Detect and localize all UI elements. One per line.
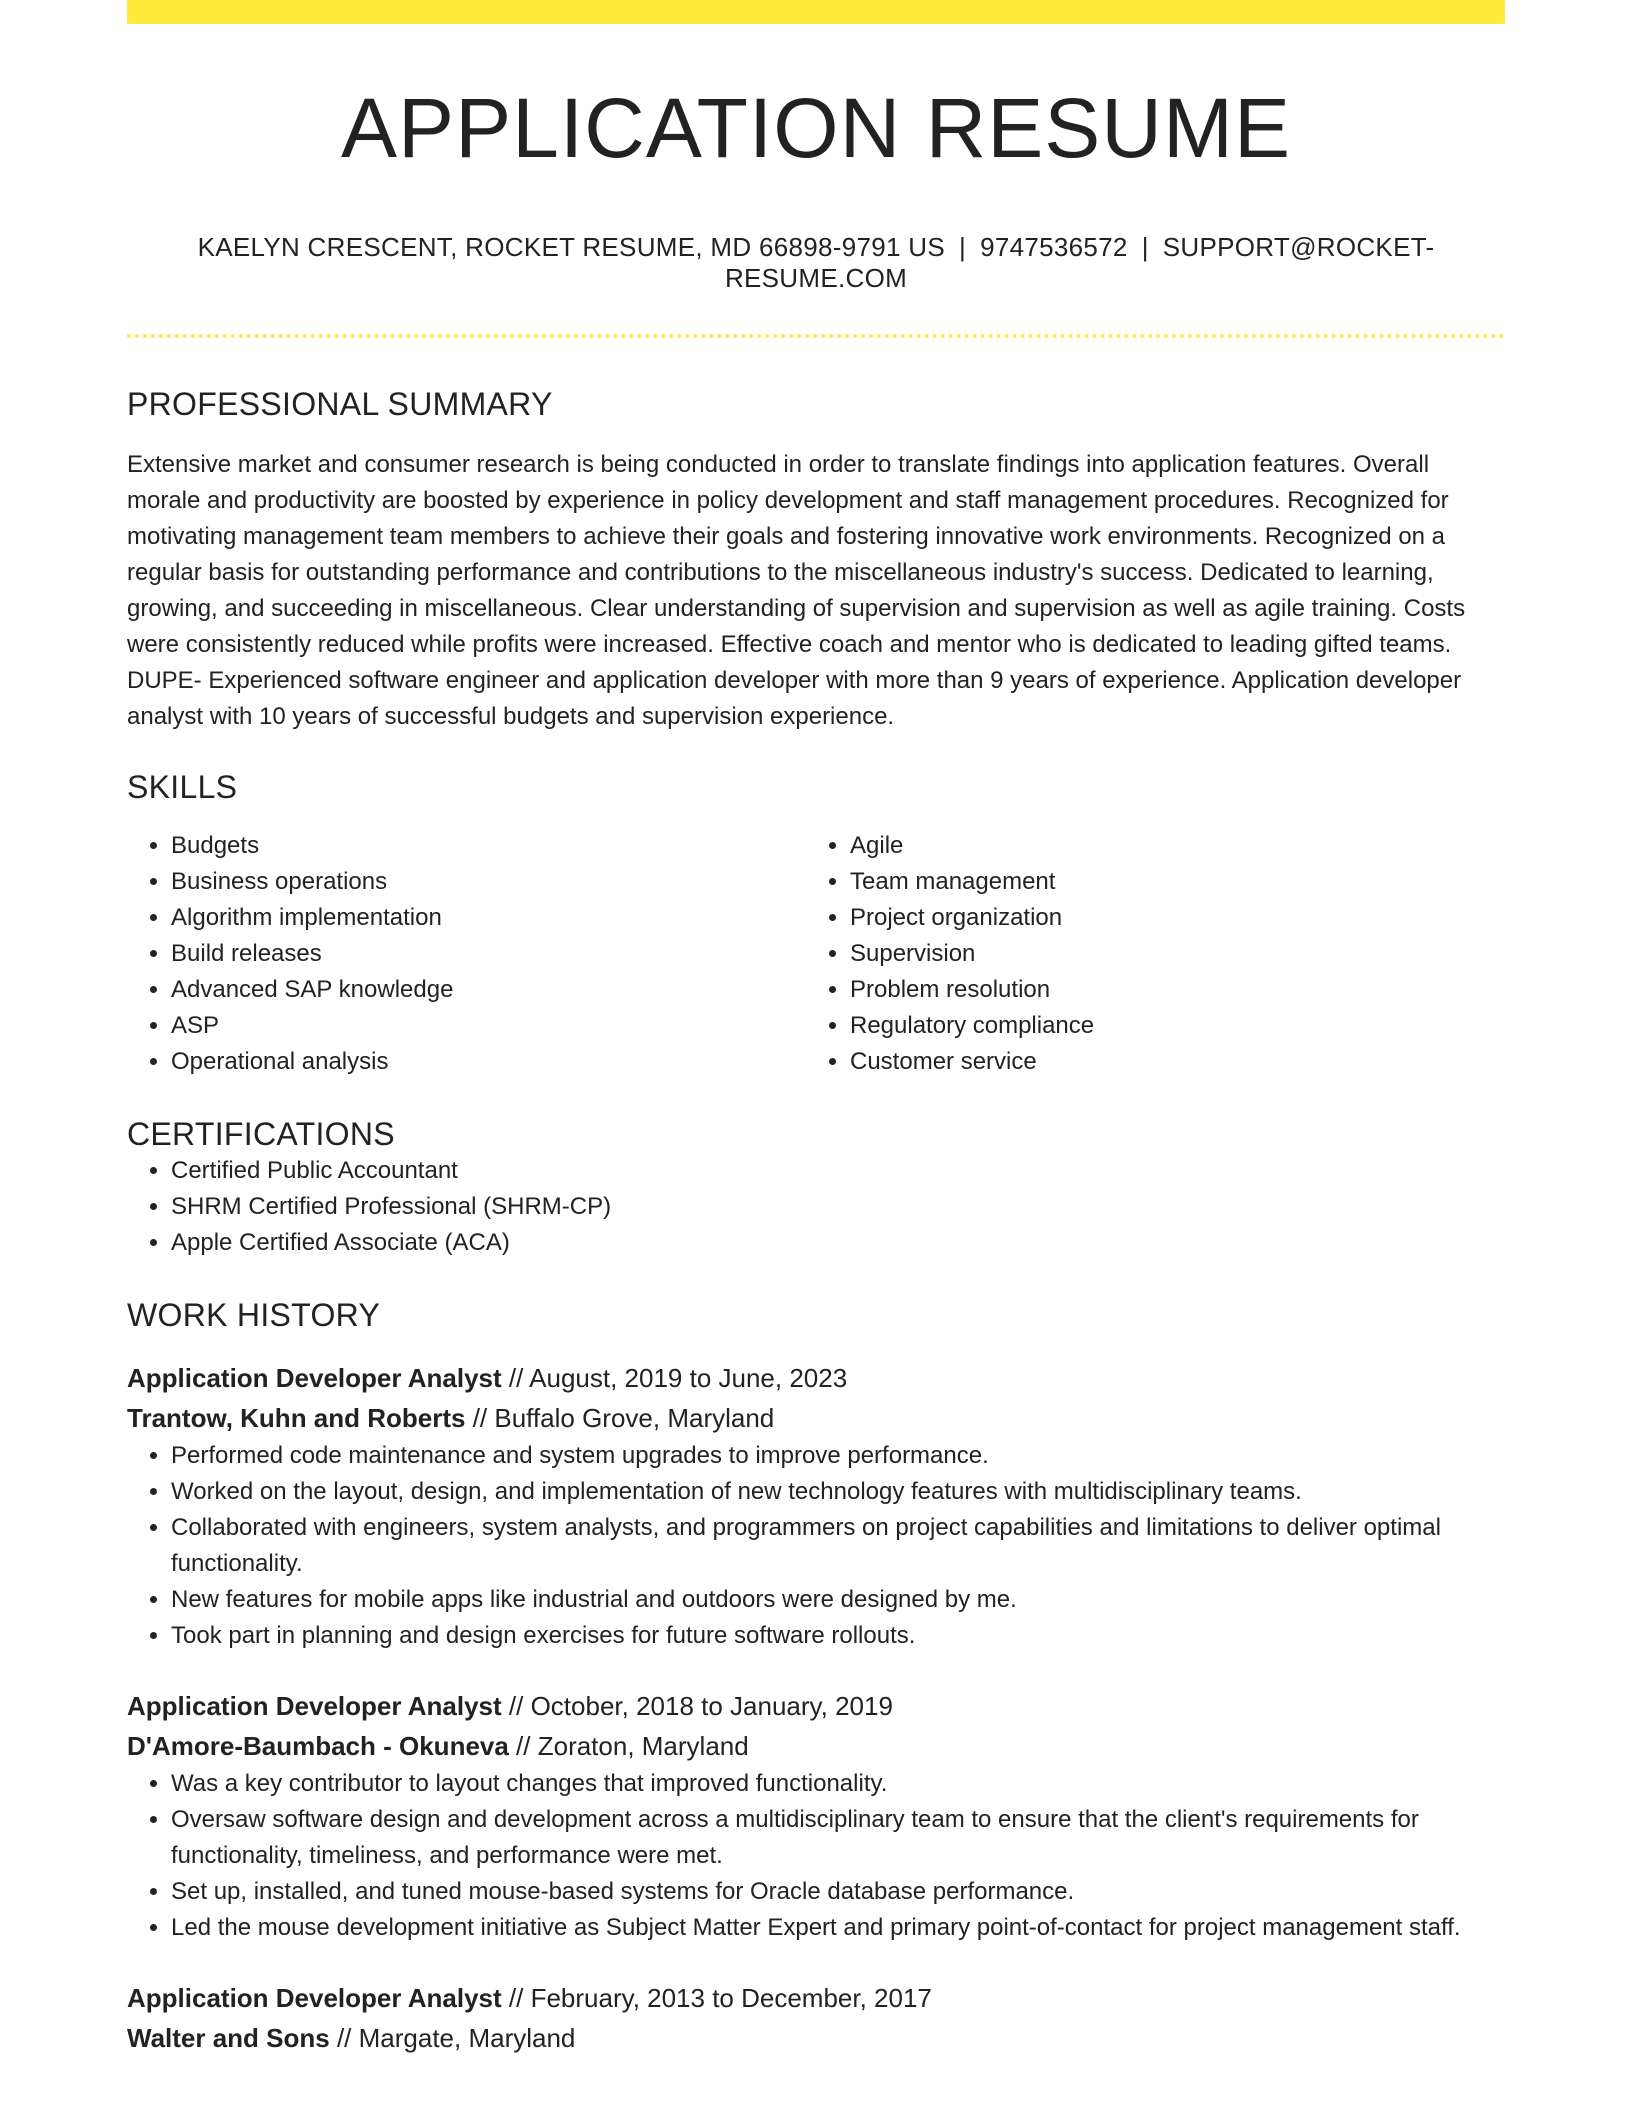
skill-item: • Supervision bbox=[850, 936, 1485, 972]
job-bullet: • Took part in planning and design exercises for future software rollouts. bbox=[171, 1618, 1505, 1654]
skill-item: • Team management bbox=[850, 864, 1485, 900]
job-company-line bbox=[127, 2018, 1505, 2058]
job-location: // Buffalo Grove, Maryland bbox=[465, 1403, 775, 1434]
skills-heading: SKILLS bbox=[127, 769, 238, 806]
skill-item: • Customer service bbox=[850, 1044, 1485, 1080]
job-location: // Zoraton, Maryland bbox=[508, 1731, 749, 1762]
skill-item: • Algorithm implementation bbox=[171, 900, 806, 936]
job-company-line bbox=[127, 1726, 1505, 1766]
job-bullet: • Oversaw software design and development across a multidisciplinary team to ensure that the client's requirements for functionality, timeliness, and performance were met. bbox=[171, 1802, 1505, 1874]
job-bullets bbox=[127, 1438, 1505, 1654]
skills-column-right bbox=[806, 828, 1485, 1080]
job-dates: // October, 2018 to January, 2019 bbox=[501, 1691, 893, 1722]
job-company: D'Amore-Baumbach - Okuneva bbox=[127, 1731, 509, 1762]
job-bullet: • Set up, installed, and tuned mouse-based systems for Oracle database performance. bbox=[171, 1874, 1505, 1910]
skills-grid bbox=[127, 828, 1505, 1080]
job-bullet: • Was a key contributor to layout changes that improved functionality. bbox=[171, 1766, 1505, 1802]
resume-title: APPLICATION RESUME bbox=[341, 81, 1291, 175]
certification-item: • SHRM Certified Professional (SHRM-CP) bbox=[171, 1189, 1505, 1225]
top-accent-bar bbox=[127, 0, 1505, 24]
contact-separator: | bbox=[1141, 232, 1149, 263]
job-bullet: • Led the mouse development initiative as Subject Matter Expert and primary point-of-contact for project management staff. bbox=[171, 1910, 1505, 1946]
skill-item: • Operational analysis bbox=[171, 1044, 806, 1080]
skills-list-left bbox=[127, 828, 806, 1080]
job-bullet: • Performed code maintenance and system upgrades to improve performance. bbox=[171, 1438, 1505, 1474]
skill-item: • Regulatory compliance bbox=[850, 1008, 1485, 1044]
job-company: Trantow, Kuhn and Roberts bbox=[127, 1403, 466, 1434]
job-title-line bbox=[127, 1978, 1505, 2018]
job-dates: // February, 2013 to December, 2017 bbox=[501, 1983, 932, 2014]
certifications-list bbox=[127, 1153, 1505, 1261]
resume-page bbox=[127, 0, 1505, 2058]
certifications-heading: CERTIFICATIONS bbox=[127, 1116, 395, 1153]
job-location: // Margate, Maryland bbox=[329, 2023, 576, 2054]
job-bullets bbox=[127, 1766, 1505, 1946]
skills-list-right bbox=[806, 828, 1485, 1080]
job-dates: // August, 2019 to June, 2023 bbox=[501, 1363, 848, 1394]
certification-item: • Certified Public Accountant bbox=[171, 1153, 1505, 1189]
skill-item: • Problem resolution bbox=[850, 972, 1485, 1008]
job-bullet: • Worked on the layout, design, and implementation of new technology features with multidisciplinary teams. bbox=[171, 1474, 1505, 1510]
job-title-line bbox=[127, 1686, 1505, 1726]
skill-item: • Business operations bbox=[171, 864, 806, 900]
job-bullet: • New features for mobile apps like industrial and outdoors were designed by me. bbox=[171, 1582, 1505, 1618]
header-divider bbox=[127, 334, 1505, 338]
job-title: Application Developer Analyst bbox=[127, 1363, 502, 1394]
contact-phone[interactable]: 9747536572 bbox=[980, 232, 1128, 263]
certification-item: • Apple Certified Associate (ACA) bbox=[171, 1225, 1505, 1261]
job-entry bbox=[127, 1358, 1505, 1654]
job-company-line bbox=[127, 1398, 1505, 1438]
skill-item: • ASP bbox=[171, 1008, 806, 1044]
job-title: Application Developer Analyst bbox=[127, 1691, 502, 1722]
job-title-line bbox=[127, 1358, 1505, 1398]
skills-column-left bbox=[127, 828, 806, 1080]
skill-item: • Project organization bbox=[850, 900, 1485, 936]
skill-item: • Advanced SAP knowledge bbox=[171, 972, 806, 1008]
skill-item: • Agile bbox=[850, 828, 1485, 864]
job-entry bbox=[127, 1686, 1505, 1946]
work-history-heading: WORK HISTORY bbox=[127, 1297, 381, 1334]
job-title: Application Developer Analyst bbox=[127, 1983, 502, 2014]
contact-email[interactable]: SUPPORT@ROCKET-RESUME.COM bbox=[724, 232, 1435, 294]
skill-item: • Budgets bbox=[171, 828, 806, 864]
summary-text: Extensive market and consumer research is being conducted in order to translate findings into application features. Overall morale and productivity are boosted by experience in policy development and staff management procedures. Recognized for motivating management team members to achieve their goals and fostering innovative work environments. Recognized on a regular basis for outstanding performance and contributions to the miscellaneous industry's success. Dedicated to learning, growing, and succeeding in miscellaneous. Clear understanding of supervision and supervision as well as agile training. Costs were consistently reduced while profits were increased. Effective coach and mentor who is dedicated to leading gifted teams. DUPE- Experienced software engineer and application developer with more than 9 years of experience. Application developer analyst with 10 years of successful budgets and supervision experience. bbox=[127, 451, 1466, 731]
job-bullet: • Collaborated with engineers, system analysts, and programmers on project capabilities and limitations to deliver optimal functionality. bbox=[171, 1510, 1505, 1582]
job-company: Walter and Sons bbox=[127, 2023, 330, 2054]
summary-heading: PROFESSIONAL SUMMARY bbox=[127, 386, 553, 423]
job-entry bbox=[127, 1978, 1505, 2058]
skill-item: • Build releases bbox=[171, 936, 806, 972]
contact-address: KAELYN CRESCENT, ROCKET RESUME, MD 66898-9791 US bbox=[197, 232, 946, 263]
contact-line bbox=[127, 232, 1505, 294]
contact-separator: | bbox=[959, 232, 967, 263]
